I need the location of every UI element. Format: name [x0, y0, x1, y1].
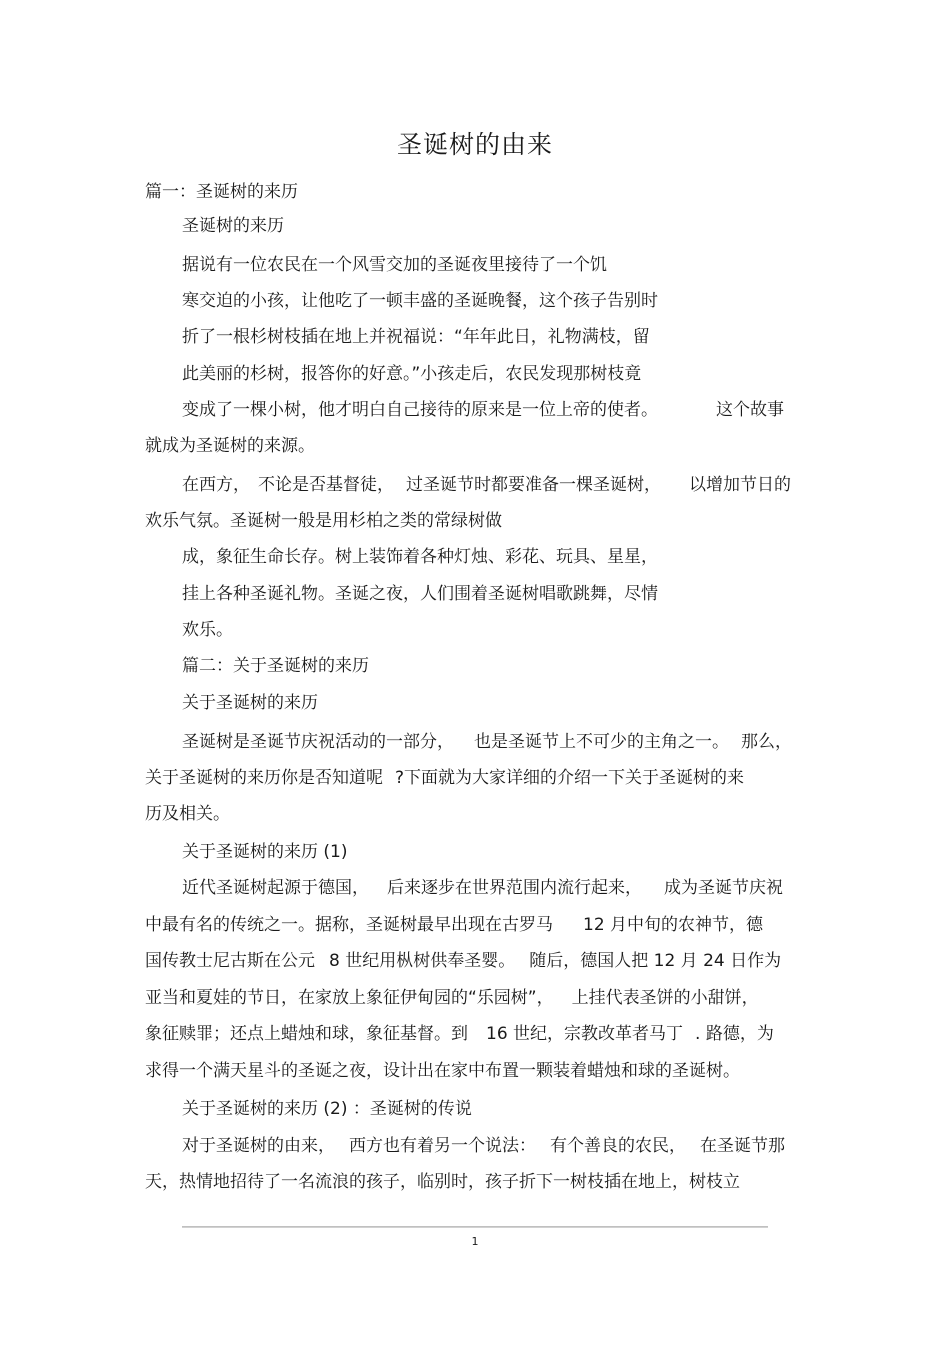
paragraph-line: 寒交迫的小孩，让他吃了一顿丰盛的圣诞晚餐，这个孩子告别时: [182, 291, 658, 311]
paragraph-line: [182, 730, 792, 754]
paragraph-line: 就成为圣诞树的来源。: [145, 436, 315, 456]
paragraph-line: [145, 949, 781, 973]
text-segment: 近代圣诞树起源于德国，: [182, 878, 369, 898]
text-segment: 国传教士尼古斯在公元: [145, 951, 315, 971]
text-segment: 8 世纪用枞树供奉圣婴。: [329, 951, 516, 971]
paragraph-line: [182, 1134, 785, 1158]
text-segment: 象征赎罪；还点上蜡烛和球，象征基督。到: [145, 1024, 468, 1044]
section-heading: 篇一：圣诞树的来历: [145, 182, 298, 202]
text-segment: 这个故事: [716, 400, 784, 420]
subsection-heading: 关于圣诞树的来历 (2) ：圣诞树的传说: [182, 1099, 472, 1119]
text-segment: 那么，: [741, 732, 792, 752]
text-segment: 过圣诞节时都要准备一棵圣诞树，: [406, 475, 661, 495]
paragraph-line: 欢乐。: [182, 620, 233, 640]
text-segment: 西方也有着另一个说法：: [349, 1136, 536, 1156]
paragraph-line: 天，热情地招待了一名流浪的孩子，临别时，孩子折下一树枝插在地上，树枝立: [145, 1172, 740, 1192]
text-segment: 12 月中旬的农神节，德: [583, 915, 764, 935]
text-segment: 16 世纪，宗教改革者马丁: [486, 1024, 684, 1044]
paragraph-line: [182, 473, 791, 497]
paragraph-line: [145, 766, 744, 790]
subsection-heading: 关于圣诞树的来历: [182, 693, 318, 713]
paragraph-line: 折了一根杉树枝插在地上并祝福说：“年年此日，礼物满枝，留: [182, 327, 650, 347]
paragraph-line: [145, 1022, 774, 1046]
document-title: 圣诞树的由来: [396, 130, 553, 159]
paragraph-line: [145, 986, 759, 1010]
text-segment: 亚当和夏娃的节日，在家放上象征伊甸园的“乐园树”，: [145, 988, 554, 1008]
page-number: 1: [471, 1235, 479, 1248]
text-segment: 成为圣诞节庆祝: [664, 878, 783, 898]
text-segment: 有个善良的农民，: [550, 1136, 686, 1156]
paragraph-line: 历及相关。: [145, 804, 230, 824]
text-segment: 在圣诞节那: [700, 1136, 785, 1156]
section-heading: 篇二：关于圣诞树的来历: [182, 656, 369, 676]
text-segment: 在西方，: [182, 475, 250, 495]
paragraph-line: 挂上各种圣诞礼物。圣诞之夜，人们围着圣诞树唱歌跳舞，尽情: [182, 584, 658, 604]
paragraph-line: 据说有一位农民在一个风雪交加的圣诞夜里接待了一个饥: [182, 255, 607, 275]
subsection-heading: 圣诞树的来历: [182, 216, 284, 236]
text-segment: 后来逐步在世界范围内流行起来，: [387, 878, 642, 898]
text-segment: 以增加节日的: [689, 475, 791, 495]
footer-divider: [182, 1226, 768, 1228]
text-segment: 中最有名的传统之一。据称，圣诞树最早出现在古罗马: [145, 915, 553, 935]
text-segment: . 路德，为: [695, 1024, 774, 1044]
text-segment: 关于圣诞树的来历你是否知道呢: [145, 768, 383, 788]
paragraph-line: [182, 876, 783, 900]
paragraph-line: 欢乐气氛。圣诞树一般是用杉柏之类的常绿树做: [145, 511, 502, 531]
text-segment: 上挂代表圣饼的小甜饼，: [571, 988, 759, 1008]
paragraph-line: 此美丽的杉树，报答你的好意。”小孩走后，农民发现那树枝竟: [182, 364, 642, 384]
subsection-heading: 关于圣诞树的来历 (1): [182, 842, 348, 862]
text-segment: 不论是否基督徒，: [258, 475, 394, 495]
paragraph-line: [145, 913, 763, 937]
text-segment: 圣诞树是圣诞节庆祝活动的一部分，: [182, 732, 454, 752]
text-segment: 对于圣诞树的由来，: [182, 1136, 335, 1156]
text-segment: 随后，德国人把 12 月 24 日作为: [529, 951, 782, 971]
text-segment: ?下面就为大家详细的介绍一下关于圣诞树的来: [395, 768, 745, 788]
text-segment: 变成了一棵小树，他才明白自己接待的原来是一位上帝的使者。: [182, 400, 658, 420]
paragraph-line: 求得一个满天星斗的圣诞之夜，设计出在家中布置一颗装着蜡烛和球的圣诞树。: [145, 1061, 740, 1081]
paragraph-line: 成，象征生命长存。树上装饰着各种灯烛、彩花、玩具、星星，: [182, 547, 658, 567]
paragraph-line: [182, 398, 784, 422]
text-segment: 也是圣诞节上不可少的主角之一。: [474, 732, 729, 752]
